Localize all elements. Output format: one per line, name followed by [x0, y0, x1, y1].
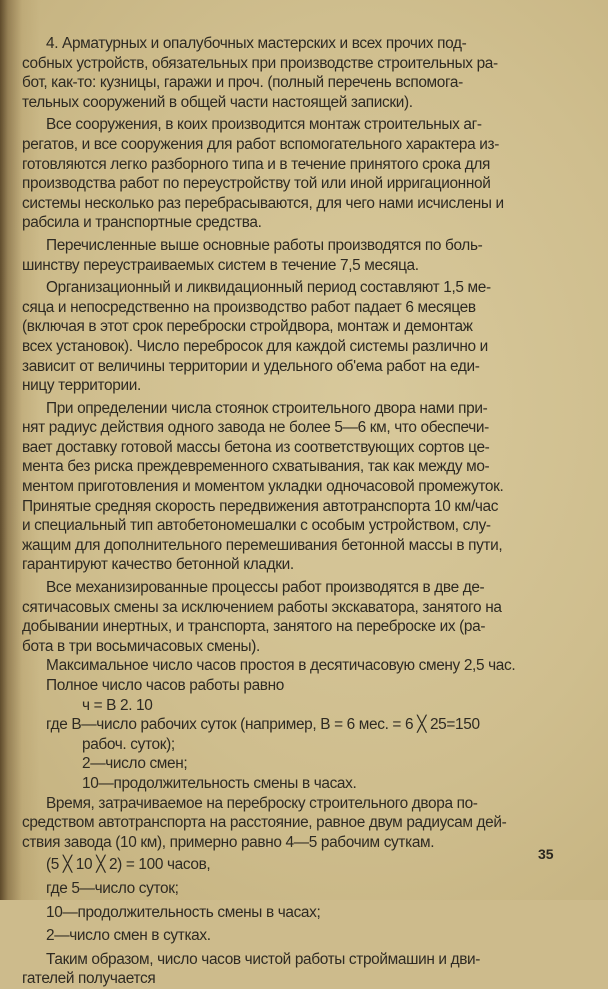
paragraph-structures: [22, 115, 570, 233]
formula-transfer-hours: [22, 855, 570, 945]
text-line: системы несколько раз перебрасываются, для чего нами исчислены и: [22, 194, 504, 212]
text-line: тельных сооружений в общей части настоящей записки).: [22, 93, 413, 111]
text-line: Время, затрачиваемое на переброску строительного двора по-: [46, 794, 478, 812]
text-line: мента без риска преждевременного схватывания, так как между мо-: [22, 458, 490, 476]
text-line: При определении числа стоянок строительного двора нами при-: [46, 399, 488, 417]
paragraph-transfer-time: [22, 794, 570, 853]
formula-term: где 5—число суток;: [46, 879, 179, 897]
page-number: 35: [538, 846, 554, 862]
formula-where-cont: рабоч. суток);: [82, 735, 175, 753]
text-line: бота в три восьмичасовых смены).: [22, 637, 260, 655]
text-line: ствия завода (10 км), примерно равно 4—5 рабочим суткам.: [22, 833, 435, 851]
paragraph-yard-radius: [22, 399, 570, 575]
formula-expression: ч = В 2. 10: [82, 696, 153, 714]
text-line: нят радиус действия одного завода не более 5—6 км, что обеспечи-: [22, 419, 489, 437]
text-line: Организационный и ликвидационный период составляют 1,5 ме-: [46, 279, 491, 297]
text-line: зависит от величины территории и удельного об'ема работ на еди-: [22, 357, 480, 375]
text-line: ницу территории.: [22, 377, 141, 395]
paragraph-workshops: [22, 34, 570, 112]
paragraph-downtime: [22, 656, 570, 676]
text-line: и специальный тип автобетономешалки с особым устройством, слу-: [22, 517, 491, 535]
formula-where: где В—число рабочих суток (например, В = 6 мес. = 6 ╳ 25=150: [46, 716, 480, 734]
text-line: гарантируют качество бетонной кладки.: [22, 556, 294, 574]
paragraph-main-works: [22, 236, 570, 275]
text-line: шинству переустраиваемых систем в течение 7,5 месяца.: [22, 256, 419, 274]
text-line: Полное число часов работы равно: [46, 677, 284, 694]
page-body: [22, 34, 570, 989]
text-line: регатов, и все сооружения для работ вспомогательного характера из-: [22, 135, 499, 153]
text-line: собных устройств, обязательных при производстве строительных ра-: [22, 54, 498, 72]
text-line: сяца и непосредственно на производство работ падает 6 месяцев: [22, 298, 476, 316]
text-line: Максимальное число часов простоя в десятичасовую смену 2,5 час.: [46, 657, 516, 675]
text-line: рабсила и транспортные средства.: [22, 214, 262, 232]
text-line: средством автотранспорта на расстояние, равное двум радиусам дей-: [22, 814, 507, 832]
text-line: жащим для дополнительного перемешивания бетонной массы в пути,: [22, 536, 503, 554]
text-line: Перечисленные выше основные работы производятся по боль-: [46, 236, 483, 254]
paragraph-net-hours: [22, 950, 570, 989]
text-line: 4. Арматурных и опалубочных мастерских и всех прочих под-: [46, 35, 467, 52]
text-line: Таким образом, число часов чистой работы строймашин и дви-: [46, 950, 481, 968]
formula-term: 10—продолжительность смены в часах;: [46, 903, 321, 921]
text-line: добывании инертных, и транспорта, занятого на переброске их (ра-: [22, 618, 486, 636]
text-line: вает доставку готовой массы бетона из соответствующих сортов це-: [22, 438, 490, 456]
paragraph-shifts: [22, 578, 570, 656]
formula-total-hours: [22, 696, 570, 794]
formula-term: 2—число смен в сутках.: [46, 927, 211, 945]
formula-term: 2—число смен;: [82, 755, 188, 773]
text-line: (включая в этот срок переброски стройдвора, монтаж и демонтаж: [22, 318, 473, 336]
paragraph-total-hours: [22, 676, 570, 696]
formula-expression: (5 ╳ 10 ╳ 2) = 100 часов,: [46, 856, 211, 874]
formula-term: 10—продолжительность смены в часах.: [82, 774, 357, 792]
text-line: производства работ по переустройству той или иной ирригационной: [22, 175, 491, 193]
text-line: всех установок). Число перебросок для каждой системы различно и: [22, 337, 488, 355]
text-line: сятичасовых смены за исключением работы экскаватора, занятого на: [22, 598, 502, 616]
text-line: готовляются легко разборного типа и в течение принятого срока для: [22, 155, 490, 173]
text-line: ментом приготовления и моментом укладки одночасовой промежуток.: [22, 478, 504, 496]
text-line: Принятые средняя скорость передвижения автотранспорта 10 км/час: [22, 497, 499, 515]
text-line: Все механизированные процессы работ производятся в две де-: [46, 579, 485, 597]
text-line: бот, как-то: кузницы, гаражи и проч. (полный перечень вспомога-: [22, 74, 463, 92]
text-line: гателей получается: [22, 970, 156, 988]
paragraph-periods: [22, 278, 570, 396]
text-line: Все сооружения, в коих производится монтаж строительных аг-: [46, 116, 482, 134]
